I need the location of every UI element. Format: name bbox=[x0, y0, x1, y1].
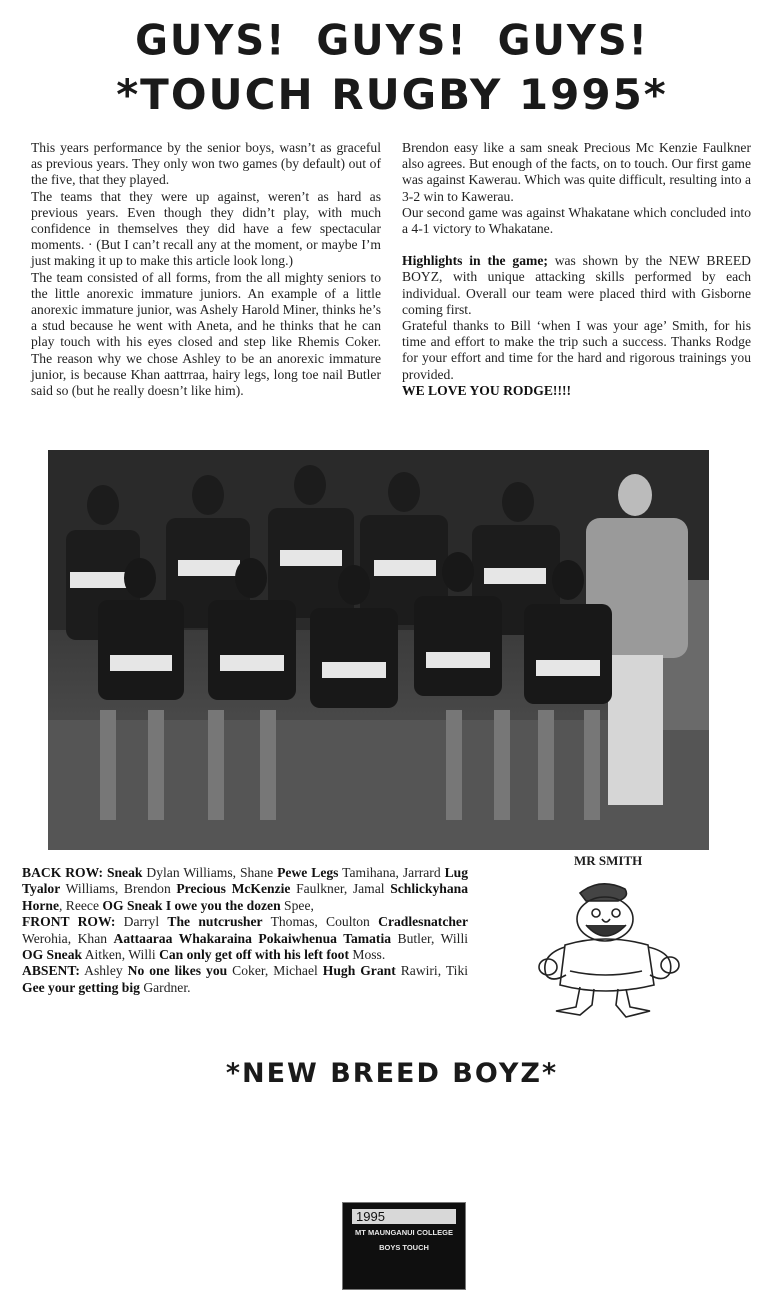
nickname-text: No one likes you bbox=[127, 963, 228, 979]
title-line-1: GUYS! GUYS! GUYS! bbox=[135, 16, 649, 66]
team-sign-board bbox=[342, 1202, 466, 1290]
nickname-text: Cradlesnatcher bbox=[378, 914, 468, 930]
nickname-text: Sneak bbox=[106, 865, 143, 880]
back-row-label: BACK ROW: bbox=[22, 865, 103, 880]
mr-smith-cartoon-illustration bbox=[530, 875, 690, 1025]
nickname-text: Aattaaraa Whakaraina Pokaiwhenua Tamatia bbox=[113, 930, 392, 946]
nickname-text: The nutcrusher bbox=[167, 914, 263, 930]
footer-title: *NEW BREED BOYZ* bbox=[225, 1058, 559, 1089]
sign-school: MT MAUNGANUI COLLEGE bbox=[355, 1228, 453, 1237]
nickname-text: Lug Tyalor bbox=[22, 865, 469, 897]
article-right-column bbox=[402, 140, 751, 399]
nickname-text: OG Sneak bbox=[22, 947, 83, 963]
front-row-names: Darryl The nutcrusher Thomas, Coulton Cradlesnatcher Werohia, Khan Aattaaraa Whakaraina Pokaiwhenua Tamatia Butler, Willi OG Sneak Aitken, Willi Can only get off with his left foot Moss. bbox=[22, 914, 468, 963]
absent-names: Ashley No one likes you Coker, Michael Hugh Grant Rawiri, Tiki Gee your getting big Gardner. bbox=[22, 963, 469, 995]
nickname-text: Can only get off with his left foot bbox=[159, 947, 349, 963]
highlights-text: was shown by the NEW BREED BOYZ, with unique attacking skills performed by each individual. Overall our team were placed third with Gisborne coming first. bbox=[402, 253, 751, 317]
cartoon-label: MR SMITH bbox=[574, 853, 643, 868]
article-paragraph: Brendon easy like a sam sneak Precious Mc Kenzie Faulkner also agrees. But enough of the facts, on to touch. Our first game was against Kawerau. Which was quite difficult, resulting into a 3-2 win to Kawerau. bbox=[402, 140, 751, 204]
closing-line: WE LOVE YOU RODGE!!!! bbox=[402, 382, 572, 398]
nickname-text: Pewe Legs bbox=[277, 865, 339, 880]
nickname-text: Hugh Grant bbox=[322, 963, 396, 979]
photo-caption bbox=[22, 865, 468, 996]
nickname-text: Gee your getting big bbox=[22, 979, 140, 995]
team-photo-figures bbox=[48, 450, 709, 850]
caption-back-row bbox=[22, 865, 468, 914]
article-paragraph: Our second game was against Whakatane which concluded into a 4-1 victory to Whakatane. bbox=[402, 204, 751, 237]
article-paragraph: The team consisted of all forms, from the all mighty seniors to the little anorexic immature juniors. An example of a little anorexic immature junior, was Ashely Harold Miner, thinks he’s a stud because he went with Aneta, and he thinks that he can play touch with his eyes closed and step like Rhemis Coker. The reason why we chose Ashley to be an anorexic immature junior, is because Khan aattrraa, hairy legs, long toe nail Butler said so (but he really doesn’t like him). bbox=[31, 269, 381, 399]
absent-label: ABSENT: bbox=[22, 963, 80, 979]
article-left-column bbox=[31, 140, 381, 399]
front-row-label: FRONT ROW: bbox=[22, 914, 116, 930]
highlights-paragraph bbox=[402, 253, 751, 318]
article-paragraph: This years performance by the senior boys, wasn’t as graceful as previous years. They only won two games (by default) out of the five, that they played. bbox=[31, 140, 381, 188]
thanks-paragraph: Grateful thanks to Bill ‘when I was your age’ Smith, for his time and effort to make the trip such a success. Thanks Rodge for your effort and time for the hard and rigorous trainings you provided. bbox=[402, 318, 751, 382]
nickname-text: Schlickyhana Horne bbox=[22, 881, 468, 913]
nickname-text: OG Sneak I owe you the dozen bbox=[102, 897, 281, 913]
title-line-2: *TOUCH RUGBY 1995* bbox=[116, 70, 668, 119]
nickname-text: Precious McKenzie bbox=[176, 881, 291, 897]
caption-absent bbox=[22, 963, 468, 996]
sign-year: 1995 bbox=[352, 1209, 456, 1224]
caption-front-row bbox=[22, 914, 468, 963]
article-paragraph: The teams that they were up against, weren’t as hard as previous years. Even though they didn’t play, with much confidence in themselves they did have a few spectacular moments. · (But I can’t recall any at the moment, or maybe I’m just making it up to make this article look long.) bbox=[31, 188, 381, 269]
highlights-label: Highlights in the game; bbox=[402, 253, 548, 269]
back-row-names: Sneak Dylan Williams, Shane Pewe Legs Tamihana, Jarrard Lug Tyalor Williams, Brendon Precious McKenzie Faulkner, Jamal Schlickyhana Horne, Reece OG Sneak I owe you the dozen Spee, bbox=[22, 865, 469, 913]
sign-team: BOYS TOUCH bbox=[379, 1243, 429, 1252]
